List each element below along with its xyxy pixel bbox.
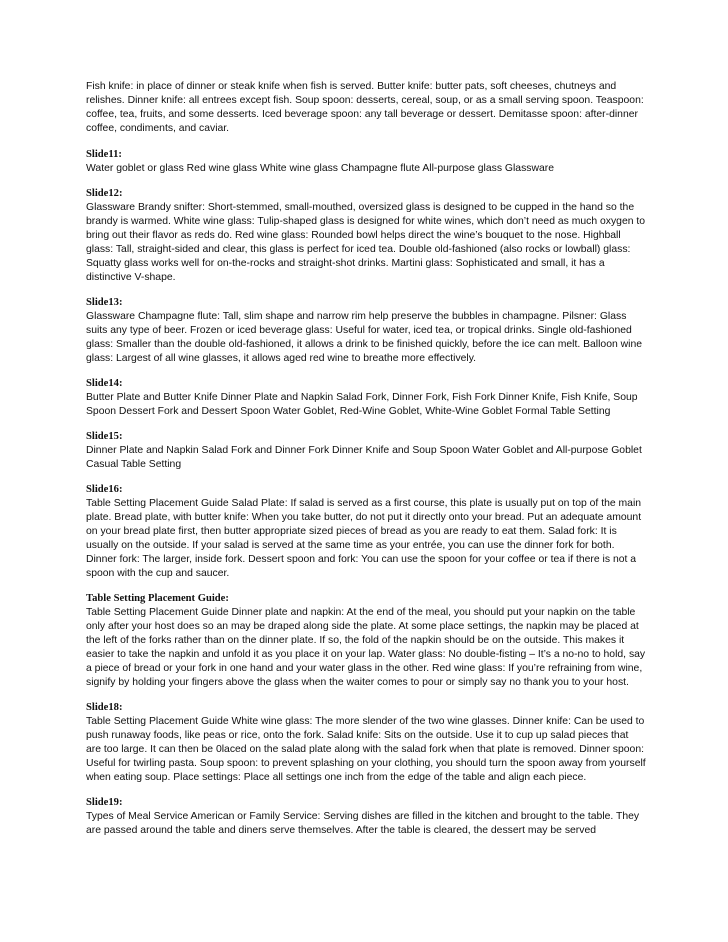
section-heading: Slide15: [86, 431, 123, 442]
section-body: Table Setting Placement Guide Dinner plate and napkin: At the end of the meal, you should put your napkin on the table only after your host does so an may be draped along side the plate. At some place settings, the napkin may be placed at the left of the forks rather than on the dinner plate. If so, the fold of the napkin should be on the outside. This makes it easier to take the napkin and unfold it as you place it on your lap. Water glass: No double-fisting – It’s a no-no to hold, say a piece of bread or your fork in one hand and your water glass in the other. Red wine glass: If you’re refraining from wine, signify by holding your fingers above the glass when the waiter comes to pour or simply say no thank you to your host. [86, 607, 646, 688]
section-body: Glassware Brandy snifter: Short-stemmed, small-mouthed, oversized glass is designed to be cupped in the hand so the brandy is warmed. White wine glass: Tulip-shaped glass is designed for white wines, which don’t need as much oxygen to bring out their flavor as reds do. Red wine glass: Rounded bowl helps direct the wine’s bouquet to the nose. Highball glass: Tall, straight-sided and clear, this glass is perfect for iced tea. Double old-fashioned (also rocks or lowball) glass: Squatty glass works well for on-the-rocks and straight-shot drinks. Martini glass: Sophisticated and small, it has a distinctive V-shape. [86, 202, 646, 283]
section-slide15 [86, 430, 646, 472]
intro-paragraph: Fish knife: in place of dinner or steak knife when fish is served. Butter knife: butter pats, soft cheeses, chutneys and relishes. Dinner knife: all entrees except fish. Soup spoon: desserts, cereal, soup, or as a small serving spoon. Teaspoon: coffee, tea, fruits, and some desserts. Iced beverage spoon: any tall beverage or dessert. Demitasse spoon: after-dinner coffee, condiments, and caviar. [86, 81, 644, 134]
section-heading: Table Setting Placement Guide: [86, 593, 229, 604]
section-body: Types of Meal Service American or Family Service: Serving dishes are filled in the kitchen and brought to the table. They are passed around the table and diners serve themselves. After the table is cleared, the dessert may be served [86, 811, 640, 836]
section-heading: Slide19: [86, 797, 123, 808]
section-heading: Slide11: [86, 149, 122, 160]
section-heading: Slide13: [86, 297, 123, 308]
section-slide14 [86, 377, 646, 419]
section-body: Table Setting Placement Guide White wine glass: The more slender of the two wine glasses. Dinner knife: Can be used to push runaway foods, like peas or rice, onto the fork. Salad knife: Sits on the outside. Use it to cup up salad pieces that are too large. It can then be 0laced on the salad plate along with the salad fork when that plate is removed. Dinner spoon: Useful for twirling pasta. Soup spoon: to prevent splashing on your clothing, you should turn the spoon away from yourself when eating soup. Place settings: Place all settings one inch from the edge of the table and align each piece. [86, 716, 646, 783]
section-heading: Slide18: [86, 702, 123, 713]
section-body: Glassware Champagne flute: Tall, slim shape and narrow rim help preserve the bubbles in champagne. Pilsner: Glass suits any type of beer. Frozen or iced beverage glass: Useful for water, iced tea, or tropical drinks. Single old-fashioned glass: Smaller than the double old-fashioned, it allows a drink to be finished quickly, before the ice can melt. Balloon wine glass: Largest of all wine glasses, it allows aged red wine to breathe more effectively. [86, 311, 643, 364]
section-body: Water goblet or glass Red wine glass White wine glass Champagne flute All-purpose glass Glassware [86, 163, 554, 174]
section-slide13 [86, 296, 646, 366]
section-heading: Slide12: [86, 188, 123, 199]
section-body: Table Setting Placement Guide Salad Plate: If salad is served as a first course, this plate is usually put on top of the main plate. Bread plate, with butter knife: When you take butter, do not put it directly onto your bread. Put an adequate amount on your bread plate first, then butter appropriate sized pieces of bread as you are ready to eat them. Salad fork: It is usually on the outside. If your salad is served at the same time as your entrée, you can use the dinner fork for both. Dinner fork: The larger, inside fork. Dessert spoon and fork: You can use the spoon for your coffee or tea if there is not a spoon with the cup and saucer. [86, 498, 642, 579]
section-heading: Slide16: [86, 484, 123, 495]
section-body: Dinner Plate and Napkin Salad Fork and Dinner Fork Dinner Knife and Soup Spoon Water Goblet and All-purpose Goblet Casual Table Setting [86, 445, 642, 470]
section-slide11 [86, 148, 646, 176]
section-slide18 [86, 701, 646, 785]
section-heading: Slide14: [86, 378, 123, 389]
section-slide16 [86, 483, 646, 581]
section-slide19 [86, 796, 646, 838]
section-placement-guide [86, 592, 646, 690]
section-body: Butter Plate and Butter Knife Dinner Plate and Napkin Salad Fork, Dinner Fork, Fish Fork Dinner Knife, Fish Knife, Soup Spoon Dessert Fork and Dessert Spoon Water Goblet, Red-Wine Goblet, White-Wine Goblet Formal Table Setting [86, 392, 638, 417]
section-slide12 [86, 187, 646, 285]
document-page [86, 80, 646, 849]
